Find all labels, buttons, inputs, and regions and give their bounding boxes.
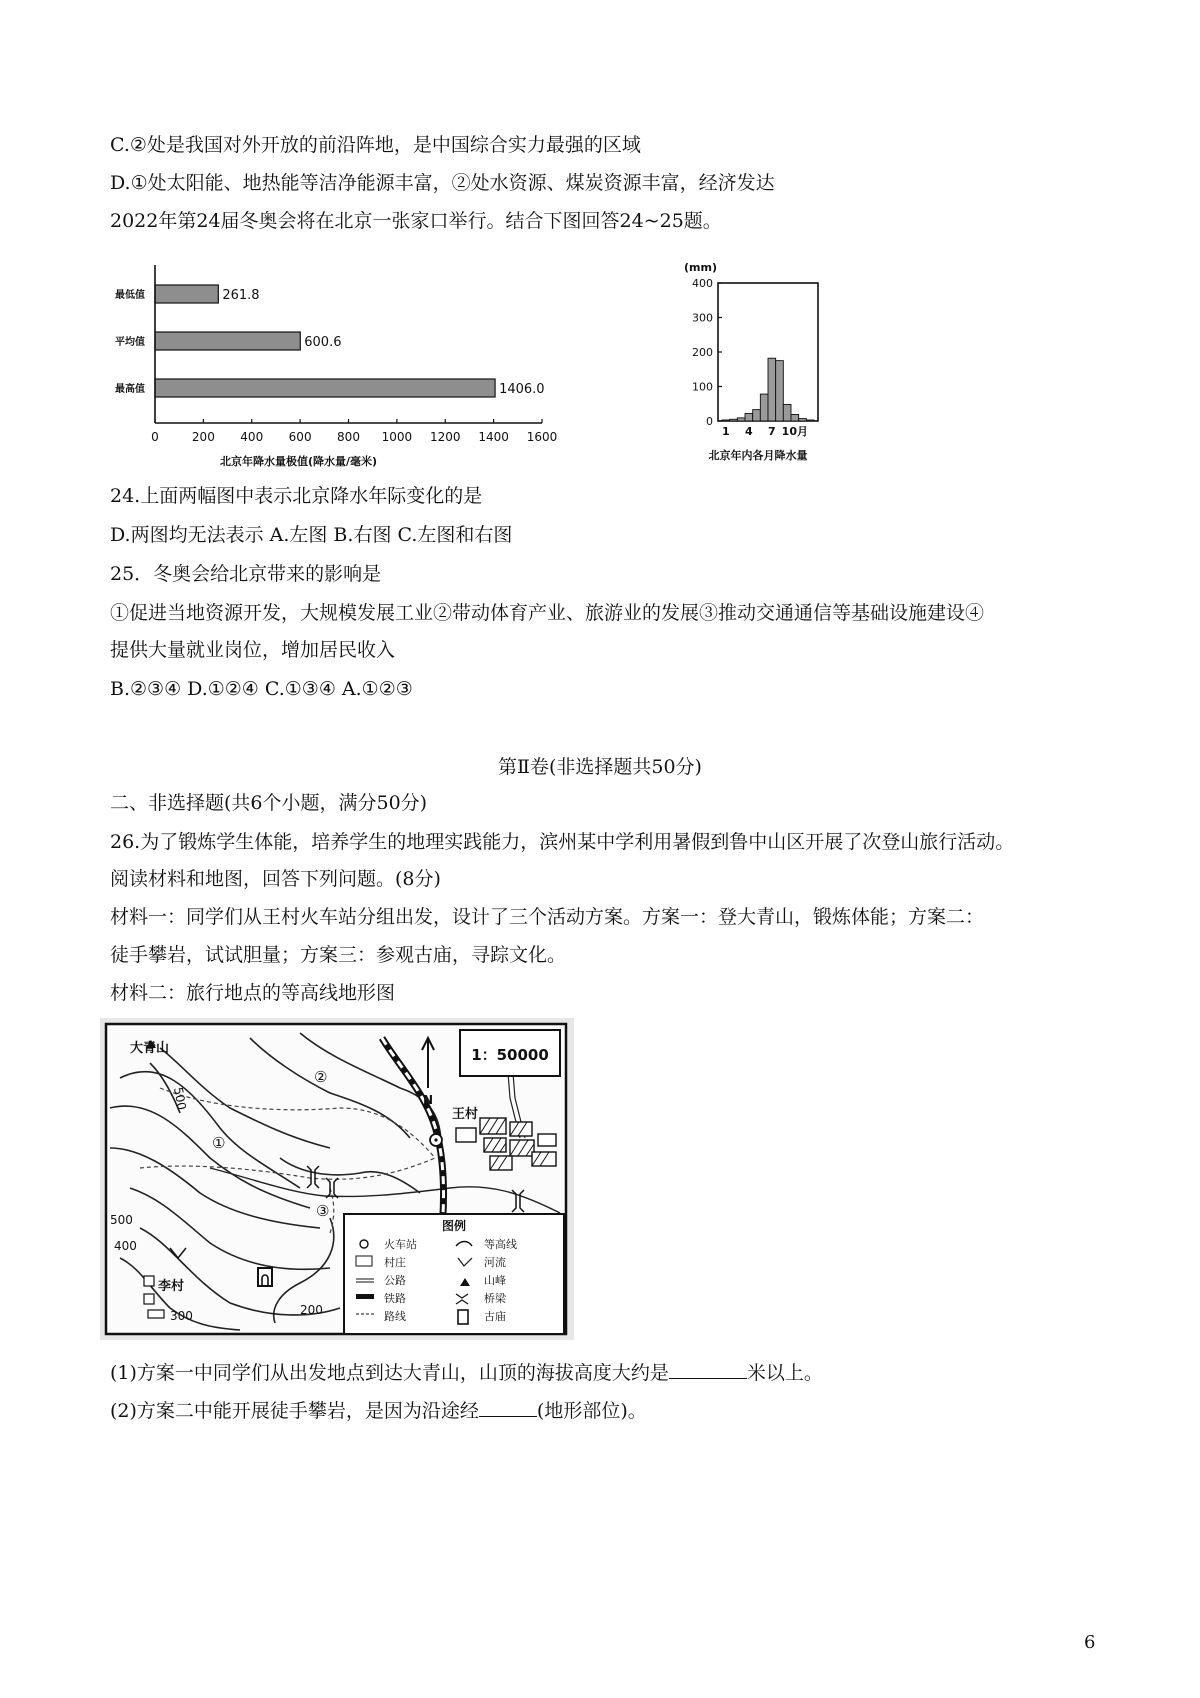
precip-extremes-chart	[110, 265, 590, 475]
legend-river: 河流	[484, 1256, 506, 1269]
bar	[155, 379, 495, 397]
x-tick-label: 1000	[381, 430, 413, 444]
x-tick-label: 7	[768, 425, 776, 438]
question-26-line-2: 阅读材料和地图，回答下列问题。(8分)	[110, 868, 441, 890]
x-tick-label: 800	[337, 430, 360, 444]
question-25-items-1: ①促进当地资源开发，大规模发展工业②带动体育产业、旅游业的发展③推动交通通信等基础设施建设④	[110, 602, 985, 624]
y-tick-label: 200	[692, 346, 713, 359]
month-bar	[776, 361, 784, 421]
x-tick-label: 1600	[526, 430, 558, 444]
legend-village: 村庄	[384, 1256, 406, 1269]
month-bar	[753, 410, 761, 421]
north-label: N	[422, 1093, 434, 1107]
bar-value-label: 600.6	[304, 335, 342, 350]
month-bar	[760, 394, 768, 421]
subquestion-1-suffix: 米以上。	[746, 1362, 823, 1384]
village-li-label: 李村	[158, 1279, 185, 1294]
legend-title: 图例	[441, 1219, 467, 1233]
question-25: 25．冬奥会给北京带来的影响是	[110, 563, 382, 585]
point-2-label: ②	[314, 1068, 328, 1086]
month-bar	[791, 414, 799, 421]
contour-500-label: 500	[171, 1086, 189, 1112]
point-1-label: ①	[212, 1134, 226, 1152]
month-bar	[768, 358, 776, 421]
x-tick-label: 200	[191, 430, 215, 444]
contour-400-label: 400	[114, 1239, 137, 1253]
x-tick-label: 400	[240, 430, 264, 444]
bar-category-label: 平均值	[115, 337, 145, 348]
x-tick-label: 4	[745, 425, 753, 438]
x-tick-label: 1200	[429, 430, 461, 444]
month-bar	[737, 418, 745, 421]
temple-icon	[458, 1310, 468, 1324]
question-24-options: D.两图均无法表示 A.左图 B.右图 C.左图和右图	[110, 524, 513, 546]
map-legend	[344, 1214, 564, 1334]
bar	[155, 285, 218, 303]
x-tick-label: 1	[722, 425, 730, 438]
x-axis-title: 北京年降水量极值(降水量/毫米)	[219, 455, 378, 468]
subquestion-1	[110, 1360, 823, 1386]
y-tick-label: 0	[706, 415, 713, 428]
bar-category-label: 最低值	[115, 290, 145, 301]
page-number: 6	[1084, 1632, 1096, 1653]
contour-300-label: 300	[170, 1309, 193, 1323]
material-2-text: 材料二：旅行地点的等高线地形图	[110, 982, 396, 1004]
material-1-line-1: 材料一：同学们从王村火车站分组出发，设计了三个活动方案。方案一：登大青山，锻炼体能；方案二：	[110, 906, 985, 928]
month-bar	[722, 420, 730, 421]
legend-contour: 等高线	[484, 1238, 517, 1251]
y-tick-label: 300	[692, 311, 713, 325]
village-icon	[356, 1256, 372, 1266]
railway-icon	[356, 1294, 374, 1299]
legend-peak: 山峰	[484, 1274, 506, 1287]
contour-map	[100, 1018, 574, 1340]
month-bar	[730, 419, 738, 421]
option-c-text: C.②处是我国对外开放的前沿阵地，是中国综合实力最强的区域	[110, 134, 641, 156]
question-26-line-1: 26.为了锻炼学生体能，培养学生的地理实践能力，滨州某中学利用暑假到鲁中山区开展了次登山旅行活动。	[110, 831, 1015, 853]
bar	[155, 332, 300, 350]
answer-blank-1[interactable]	[669, 1360, 747, 1379]
option-d-text: D.①处太阳能、地热能等洁净能源丰富，②处水资源、煤炭资源丰富，经济发达	[110, 172, 775, 194]
station-icon	[360, 1240, 368, 1248]
bar-value-label: 1406.0	[499, 382, 545, 397]
bar-value-label: 261.8	[222, 288, 260, 303]
month-bar	[783, 404, 791, 421]
mountain-label: 大青山	[130, 1041, 170, 1056]
x-tick-label: 0	[151, 430, 159, 444]
contour-500b-label: 500	[110, 1213, 133, 1227]
question-25-items-2: 提供大量就业岗位，增加居民收入	[110, 639, 396, 661]
section-2-title: 第Ⅱ卷(非选择题共50分)	[498, 756, 702, 778]
subquestion-1-text: (1)方案一中同学们从出发地点到达大青山，山顶的海拔高度大约是	[110, 1362, 669, 1384]
legend-station: 火车站	[384, 1238, 417, 1251]
village-wang-label: 王村	[452, 1107, 479, 1122]
map-scale: 1：50000	[471, 1046, 549, 1064]
question-25-options: B.②③④ D.①②④ C.①③④ A.①②③	[110, 678, 413, 700]
point-3-label: ③	[316, 1202, 330, 1220]
unit-label: (mm)	[684, 261, 717, 274]
subquestion-2-suffix: (地形部位)。	[536, 1400, 647, 1422]
legend-temple: 古庙	[484, 1310, 506, 1323]
monthly-precip-chart	[670, 255, 870, 475]
x-tick-label: 600	[288, 430, 312, 444]
answer-blank-2[interactable]	[479, 1398, 537, 1417]
x-tick-label: 10月	[781, 425, 808, 438]
y-tick-label: 400	[692, 277, 713, 290]
section-2-heading: 二、非选择题(共6个小题，满分50分)	[110, 792, 428, 814]
legend-railway: 铁路	[384, 1292, 406, 1305]
material-1-line-2: 徒手攀岩，试试胆量；方案三：参观古庙，寻踪文化。	[110, 944, 567, 966]
month-bar	[806, 420, 814, 421]
subquestion-2-text: (2)方案二中能开展徒手攀岩，是因为沿途经	[110, 1400, 479, 1422]
legend-road: 公路	[384, 1274, 406, 1287]
x-axis-title: 北京年内各月降水量	[708, 449, 808, 462]
question-24: 24.上面两幅图中表示北京降水年际变化的是	[110, 485, 483, 507]
legend-route: 路线	[384, 1310, 406, 1323]
bar-category-label: 最高值	[115, 384, 145, 395]
subquestion-2	[110, 1398, 647, 1424]
intro-text: 2022年第24届冬奥会将在北京一张家口举行。结合下图回答24~25题。	[110, 210, 722, 232]
month-bar	[745, 413, 753, 421]
month-bar	[799, 419, 807, 421]
legend-bridge: 桥梁	[484, 1292, 506, 1305]
x-tick-label: 1400	[478, 430, 509, 444]
y-tick-label: 100	[692, 380, 713, 394]
contour-200-label: 200	[300, 1303, 323, 1317]
